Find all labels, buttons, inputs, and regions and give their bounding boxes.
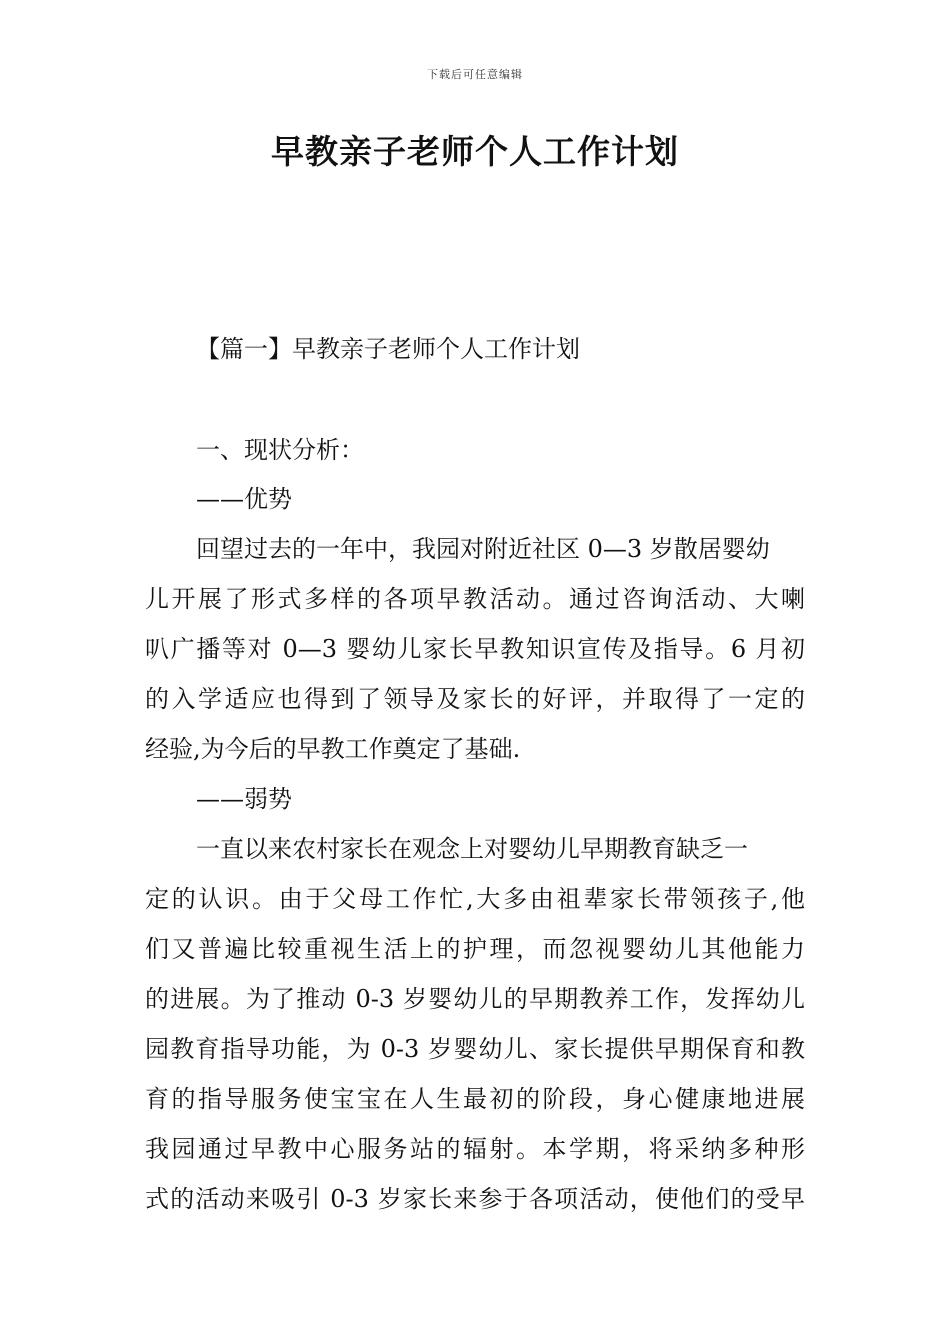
paragraph-line: 经验,为今后的早教工作奠定了基础. [145, 735, 521, 763]
paragraph-line: 们又普遍比较重视生活上的护理，而忽视婴幼儿其他能力 [145, 935, 805, 963]
paragraph-line: 我园通过早教中心服务站的辐射。本学期，将采纳多种形 [145, 1135, 805, 1163]
paragraph-line: 式的活动来吸引 0-3 岁家长来参于各项活动，使他们的受早 [145, 1185, 805, 1213]
paragraph-line: 育的指导服务使宝宝在人生最初的阶段，身心健康地进展 [145, 1085, 805, 1113]
paragraph-line: 的入学适应也得到了领导及家长的好评，并取得了一定的 [145, 685, 805, 713]
header-note: 下载后可任意编辑 [427, 68, 523, 81]
paragraph-line: 叭广播等对 0—3 婴幼儿家长早教知识宣传及指导。6 月初 [145, 635, 805, 663]
outline-subheading-weaknesses: ——弱势 [196, 785, 292, 813]
outline-subheading-strengths: ——优势 [196, 485, 292, 513]
paragraph-line: 一直以来农村家长在观念上对婴幼儿早期教育缺乏一 [196, 835, 748, 863]
paragraph-line: 回望过去的一年中，我园对附近社区 0—3 岁散居婴幼 [196, 535, 770, 563]
outline-heading-status-analysis: 一、现状分析： [196, 436, 364, 464]
paragraph-line: 儿开展了形式多样的各项早教活动。通过咨询活动、大喇 [145, 585, 805, 613]
paragraph-line: 的进展。为了推动 0-3 岁婴幼儿的早期教养工作，发挥幼儿 [145, 985, 805, 1013]
paragraph-line: 园教育指导功能，为 0-3 岁婴幼儿、家长提供早期保育和教 [145, 1035, 805, 1063]
document-title: 早教亲子老师个人工作计划 [271, 132, 679, 171]
paragraph-line: 定的认识。由于父母工作忙,大多由祖辈家长带领孩子,他 [145, 885, 805, 913]
section-heading: 【篇一】早教亲子老师个人工作计划 [196, 335, 580, 363]
